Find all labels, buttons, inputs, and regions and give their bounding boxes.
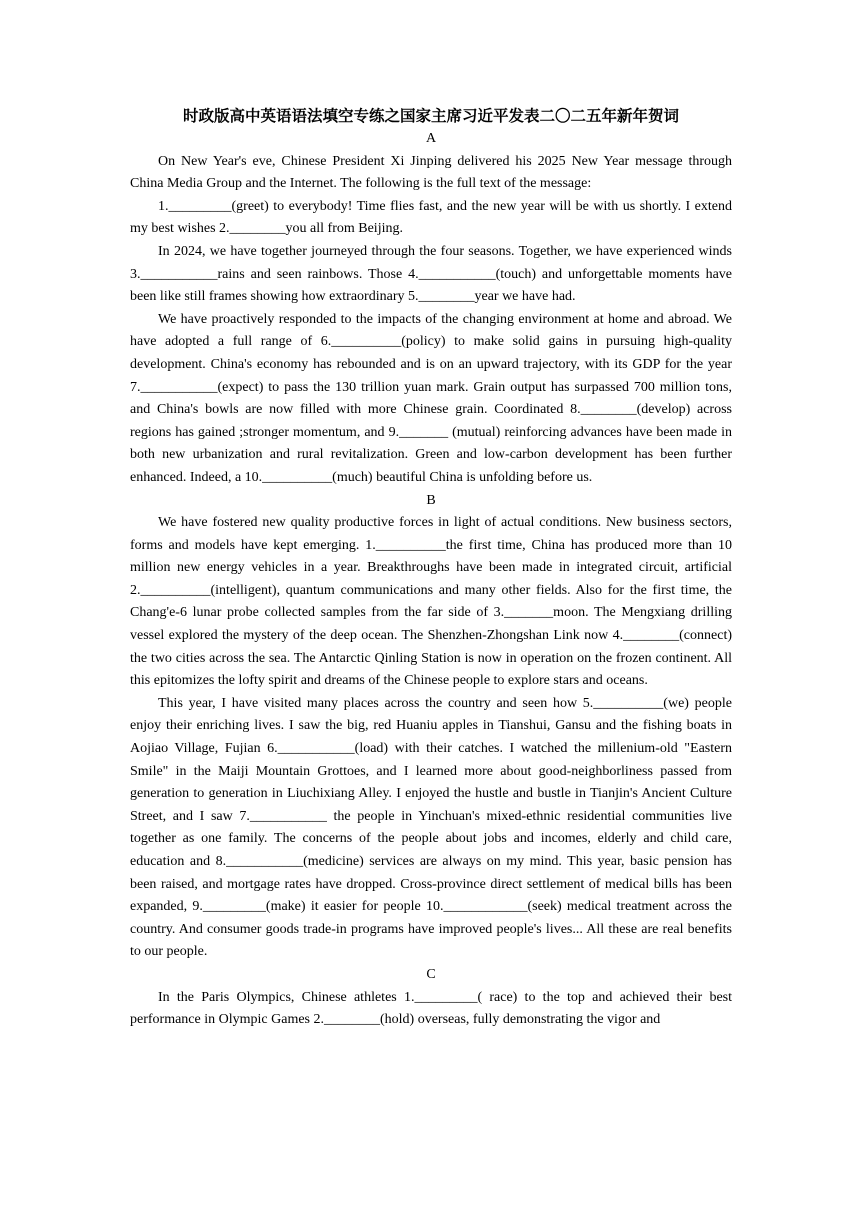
document-page bbox=[130, 104, 732, 1032]
paragraph: 1._________(greet) to everybody! Time flies fast, and the new year will be with us shortly. I extend my best wishes 2.________you all from Beijing. bbox=[130, 198, 732, 237]
document-title: 时政版高中英语语法填空专练之国家主席习近平发表二〇二五年新年贺词 bbox=[182, 107, 679, 125]
paragraph: In the Paris Olympics, Chinese athletes 1._________( race) to the top and achieved their best performance in Olympic Games 2.________(hold) overseas, fully demonstrating the vigor and bbox=[130, 989, 732, 1028]
paragraph: In 2024, we have together journeyed through the four seasons. Together, we have experienced winds 3.___________rains and seen rainbows. Those 4.___________(touch) and unforgettable moments have been like still frames showing how extraordinary 5.________year we have had. bbox=[130, 243, 732, 305]
section-label-c: C bbox=[426, 966, 436, 982]
paragraph: We have proactively responded to the impacts of the changing environment at home and abroad. We have adopted a full range of 6.__________(policy) to make solid gains in pursuing high-quality development. China's economy has rebounded and is on an upward trajectory, with its GDP for the year 7.___________(expect) to pass the 130 trillion yuan mark. Grain output has surpassed 700 million tons, and China's bowls are now filled with more Chinese grain. Coordinated 8.________(develop) across regions has gained ;stronger momentum, and 9._______ (mutual) reinforcing advances have been made in both new urbanization and rural revitalization. Green and low-carbon development has been further enhanced. Indeed, a 10.__________(much) beautiful China is unfolding before us. bbox=[130, 311, 732, 485]
paragraph: We have fostered new quality productive forces in light of actual conditions. New business sectors, forms and models have kept emerging. 1.__________the first time, China has produced more than 10 million new energy vehicles in a year. Breakthroughs have been made in integrated circuit, artificial 2.__________(intelligent), quantum communications and many other fields. Also for the first time, the Chang'e-6 lunar probe collected samples from the far side of 3._______moon. The Mengxiang drilling vessel explored the mystery of the deep ocean. The Shenzhen-Zhongshan Link now 4.________(connect) the two cities across the sea. The Antarctic Qinling Station is now in operation on the frozen continent. All this epitomizes the lofty spirit and dreams of the Chinese people to explore stars and oceans. bbox=[130, 515, 732, 689]
paragraph: This year, I have visited many places across the country and seen how 5.__________(we) people enjoy their enriching lives. I saw the big, red Huaniu apples in Tianshui, Gansu and the fishing boats in Aojiao Village, Fujian 6.___________(load) with their catches. I watched the millenium-old "Eastern Smile" in the Maiji Mountain Grottoes, and I learned more about good-neighborliness passed from generation to generation in Liuchixiang Alley. I enjoyed the hustle and bustle in Tianjin's Ancient Culture Street, and I saw 7.___________ the people in Yinchuan's mixed-ethnic residential communities live together as one family. The concerns of the people about jobs and incomes, elderly and child care, education and 8.___________(medicine) services are always on my mind. This year, basic pension has been raised, and mortgage rates have dropped. Cross-province direct settlement of medical bills has been expanded, 9._________(make) it easier for people 10.____________(seek) medical treatment across the country. And consumer goods trade-in programs have improved people's lives... All these are real benefits to our people. bbox=[130, 695, 732, 960]
section-label-a: A bbox=[425, 131, 437, 146]
section-label-b: B bbox=[426, 492, 436, 508]
paragraph: On New Year's eve, Chinese President Xi Jinping delivered his 2025 New Year message through China Media Group and the Internet. The following is the full text of the message: bbox=[130, 153, 732, 192]
